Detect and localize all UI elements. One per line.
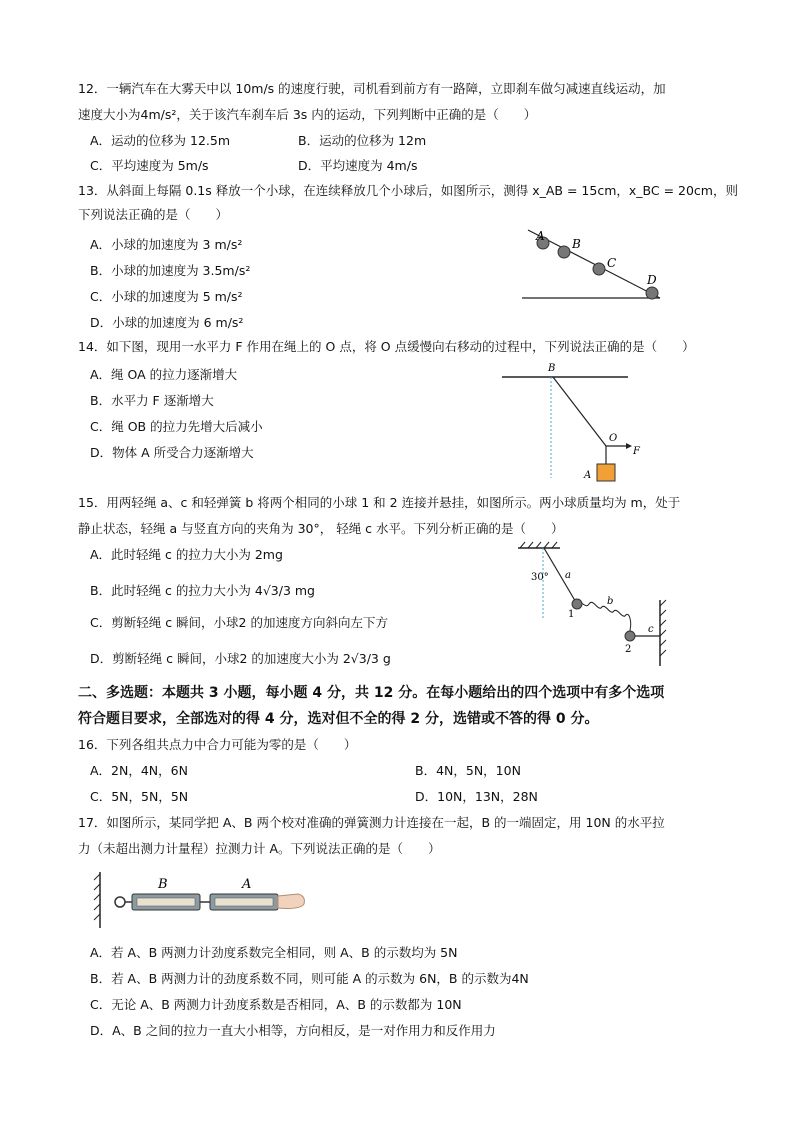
label-c: c bbox=[648, 624, 654, 635]
ceiling-hatch bbox=[520, 542, 557, 548]
label-2: 2 bbox=[625, 644, 632, 655]
q13-incline-figure bbox=[510, 222, 680, 307]
q15-option-d: D．剪断轻绳 c 瞬间，小球2 的加速度大小为 2√3/3 g bbox=[90, 651, 391, 666]
q17-option-d: D．A、B 之间的拉力一直大小相等，方向相反，是一对作用力和反作用力 bbox=[90, 1023, 496, 1038]
spring-b bbox=[577, 602, 631, 634]
q16-option-d: D．10N，13N，28N bbox=[415, 789, 538, 804]
rope-a bbox=[544, 548, 577, 604]
hook bbox=[115, 897, 125, 907]
ball-b bbox=[558, 246, 570, 258]
ball-1 bbox=[572, 599, 582, 609]
q17-option-c: C．无论 A、B 两测力计劲度系数是否相同，A、B 的示数都为 10N bbox=[90, 997, 462, 1012]
q17-spring-scale-figure bbox=[92, 868, 312, 933]
q13-option-b: B．小球的加速度为 3.5m/s² bbox=[90, 263, 251, 278]
q16-option-b: B．4N，5N，10N bbox=[415, 763, 521, 778]
block-a bbox=[597, 464, 615, 481]
q12-option-a: A．运动的位移为 12.5m bbox=[90, 133, 231, 148]
q15-stem-line1: 15．用两轻绳 a、c 和轻弹簧 b 将两个相同的小球 1 和 2 连接并悬挂，如图所示。两小球质量均为 m，处于 bbox=[78, 495, 681, 510]
q13-option-a: A．小球的加速度为 3 m/s² bbox=[90, 237, 243, 252]
q12-stem-line2: 速度大小为4m/s²，关于该汽车刹车后 3s 内的运动，下列判断中正确的是（ ） bbox=[78, 107, 537, 122]
q17-stem-line2: 力（未超出测力计量程）拉测力计 A。下列说法正确的是（ ） bbox=[78, 841, 441, 856]
q16-option-c: C．5N，5N，5N bbox=[90, 789, 189, 804]
q15-spring-figure bbox=[510, 540, 690, 670]
q12-option-b: B．运动的位移为 12m bbox=[298, 133, 427, 148]
label-b: b bbox=[607, 596, 614, 607]
q14-option-b: B．水平力 F 逐渐增大 bbox=[90, 393, 214, 408]
section2-title-line1: 二、多选题：本题共 3 小题，每小题 4 分，共 12 分。在每小题给出的四个选项中有多个选项 bbox=[78, 685, 665, 701]
q12-option-c: C．平均速度为 5m/s bbox=[90, 158, 209, 173]
label-b: B bbox=[158, 877, 168, 892]
ball-c bbox=[593, 263, 605, 275]
angle-label: 30° bbox=[531, 572, 549, 583]
label-o: O bbox=[609, 433, 618, 444]
q16-option-a: A．2N，4N，6N bbox=[90, 763, 188, 778]
label-b: B bbox=[572, 237, 581, 251]
ball-2 bbox=[625, 631, 635, 641]
section2-title-line2: 符合题目要求，全部选对的得 4 分，选对但不全的得 2 分，选错或不答的得 0 分。 bbox=[78, 711, 599, 727]
q17-stem-line1: 17．如图所示，某同学把 A、B 两个校对准确的弹簧测力计连接在一起，B 的一端固定，用 10N 的水平拉 bbox=[78, 815, 665, 830]
label-a: A bbox=[536, 229, 545, 243]
label-a: A bbox=[584, 470, 592, 481]
q16-stem-line1: 16．下列各组共点力中合力可能为零的是（ ） bbox=[78, 737, 357, 752]
label-f: F bbox=[633, 446, 640, 457]
q17-option-a: A．若 A、B 两测力计劲度系数完全相同，则 A、B 的示数均为 5N bbox=[90, 945, 458, 960]
label-a: a bbox=[565, 570, 571, 581]
q12-stem-line1: 12．一辆汽车在大雾天中以 10m/s 的速度行驶，司机看到前方有一路障，立即刹车做匀减速直线运动，加 bbox=[78, 81, 666, 96]
label-b: B bbox=[548, 363, 556, 374]
q15-stem-line2: 静止状态，轻绳 a 与竖直方向的夹角为 30°， 轻绳 c 水平。下列分析正确的是（ ） bbox=[78, 521, 564, 536]
force-arrow-head bbox=[626, 443, 632, 449]
q14-option-d: D．物体 A 所受合力逐渐增大 bbox=[90, 445, 254, 460]
q14-stem-line1: 14．如下图，现用一水平力 F 作用在绳上的 O 点，将 O 点缓慢向右移动的过程中，下列说法正确的是（ ） bbox=[78, 339, 695, 354]
q15-option-a: A．此时轻绳 c 的拉力大小为 2mg bbox=[90, 547, 283, 562]
q13-option-c: C．小球的加速度为 5 m/s² bbox=[90, 289, 243, 304]
q13-stem-line2: 下列说法正确的是（ ） bbox=[78, 207, 229, 222]
q13-option-d: D．小球的加速度为 6 m/s² bbox=[90, 315, 244, 330]
q15-option-c: C．剪断轻绳 c 瞬间，小球2 的加速度方向斜向左下方 bbox=[90, 615, 388, 630]
hand-icon bbox=[278, 894, 304, 909]
q14-rope-figure bbox=[500, 358, 640, 483]
label-a: A bbox=[242, 877, 252, 892]
label-1: 1 bbox=[568, 609, 575, 620]
q13-stem-line1: 13．从斜面上每隔 0.1s 释放一个小球，在连续释放几个小球后，如图所示，测得 x_AB = 15cm，x_BC = 20cm，则 bbox=[78, 183, 738, 198]
q14-option-c: C．绳 OB 的拉力先增大后减小 bbox=[90, 419, 263, 434]
q15-option-b: B．此时轻绳 c 的拉力大小为 4√3/3 mg bbox=[90, 583, 315, 598]
rope-ob bbox=[553, 377, 606, 446]
wall-hatch bbox=[660, 600, 666, 656]
ball-d bbox=[646, 287, 658, 299]
q12-option-d: D．平均速度为 4m/s bbox=[298, 158, 418, 173]
q14-option-a: A．绳 OA 的拉力逐渐增大 bbox=[90, 367, 238, 382]
label-c: C bbox=[607, 256, 617, 270]
q17-option-b: B．若 A、B 两测力计的劲度系数不同，则可能 A 的示数为 6N，B 的示数为4N bbox=[90, 971, 529, 986]
wall-hatch bbox=[94, 874, 100, 920]
label-d: D bbox=[647, 273, 657, 287]
